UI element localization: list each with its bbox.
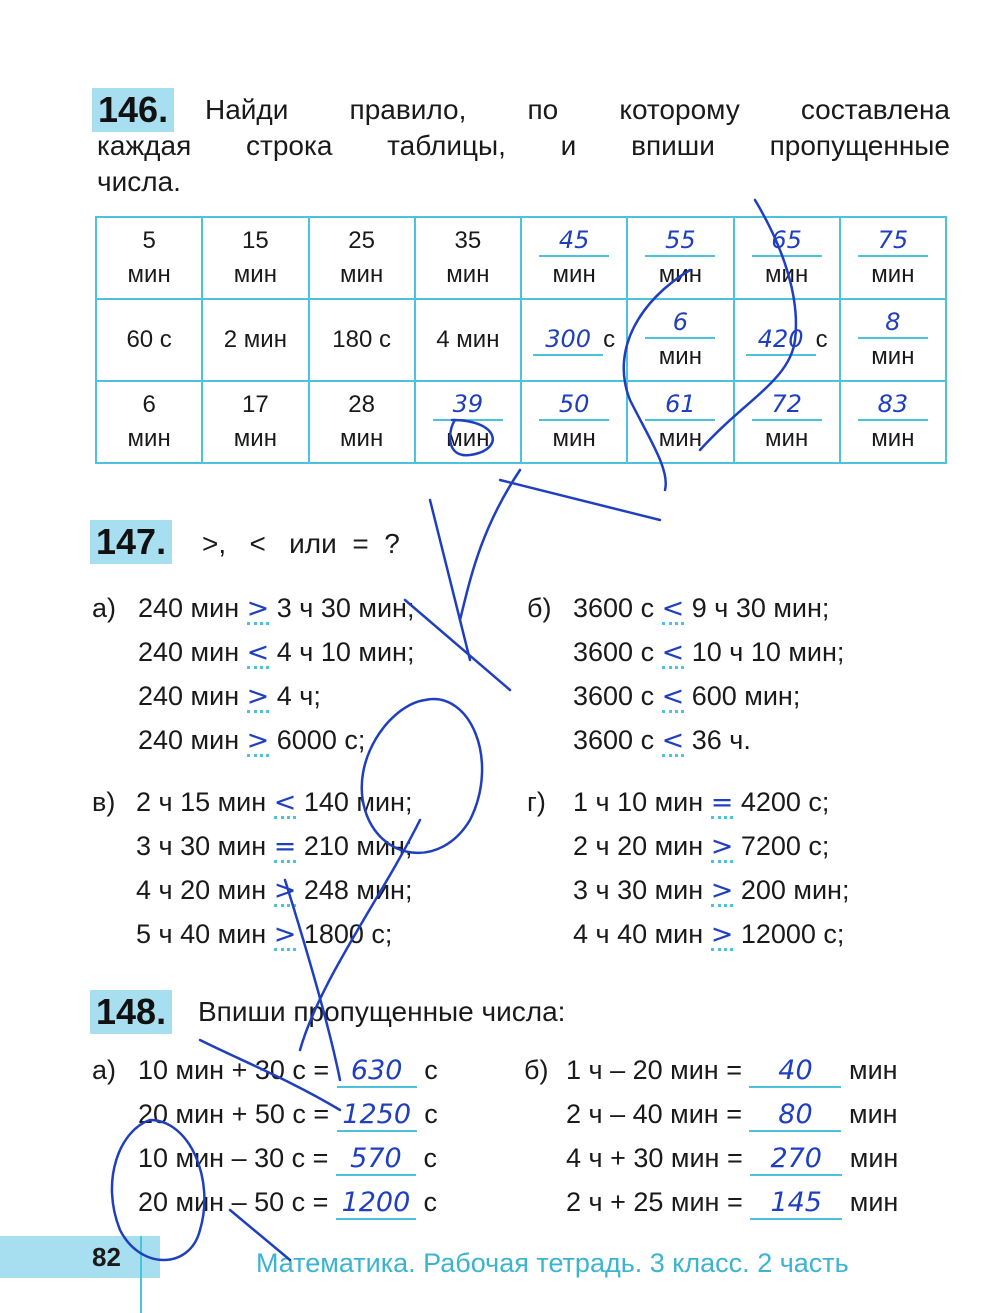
comparison-sign[interactable]: < [661, 725, 685, 756]
table-row [96, 381, 946, 463]
equation-expr: 2 ч + 25 мин = [566, 1187, 743, 1217]
comparison-right: 36 ч. [691, 725, 751, 755]
handwritten-answer[interactable]: 55 [645, 225, 715, 257]
cell-unit: мин [871, 425, 915, 452]
comparison-right: 1800 с; [303, 919, 393, 949]
cell-answer-wrap [735, 224, 839, 258]
equation-answer[interactable]: 570 [336, 1144, 416, 1176]
cell-value: 5 [142, 227, 156, 254]
comparison-left: 240 мин [138, 725, 240, 755]
handwritten-answer[interactable]: 45 [539, 225, 609, 257]
task-147-prompt: >, < или = ? [202, 528, 400, 559]
comparison-left: 3600 с [573, 725, 655, 755]
table-cell [415, 381, 521, 463]
comparison-left: 240 мин [138, 637, 240, 667]
comparison-row [573, 678, 800, 714]
handwritten-answer[interactable]: 8 [858, 307, 928, 339]
cell-unit: мин [340, 261, 384, 288]
comparison-left: 3600 с [573, 637, 655, 667]
comparison-sign[interactable]: > [246, 725, 270, 756]
comparison-row [138, 590, 414, 626]
table-cell [415, 217, 521, 299]
cell-answer-wrap [841, 224, 945, 258]
comparison-left: 240 мин [138, 593, 240, 623]
page-number: 82 [92, 1242, 121, 1272]
cell-value: 17 [242, 391, 269, 418]
task-146-number: 146. [92, 88, 174, 132]
comparison-sign[interactable]: > [246, 593, 270, 624]
comparison-sign[interactable]: > [246, 681, 270, 712]
cell-value: 60 с [126, 326, 172, 353]
equation-unit: мин [849, 1143, 899, 1173]
comparison-right: 10 ч 10 мин; [691, 637, 845, 667]
comparison-right: 248 мин; [303, 875, 413, 905]
comparison-left: 5 ч 40 мин [136, 919, 267, 949]
task-147-b-label: б) [527, 593, 552, 623]
table-cell [840, 381, 946, 463]
comparison-row [573, 916, 844, 952]
cell-suffix: с [603, 326, 616, 353]
comparison-sign[interactable]: > [710, 919, 734, 950]
task-147-v-label: в) [92, 787, 116, 817]
table-cell [734, 381, 840, 463]
comparison-row [136, 784, 412, 820]
comparison-sign[interactable]: < [661, 593, 685, 624]
table-cell [521, 299, 627, 381]
cell-value: 28 [348, 391, 375, 418]
task-147-number: 147. [90, 520, 172, 564]
cell-unit: мин [233, 261, 277, 288]
cell-unit: мин [658, 425, 702, 452]
cell-answer-wrap [735, 388, 839, 422]
comparison-sign[interactable]: = [710, 787, 734, 818]
equation-row [138, 1184, 437, 1220]
comparison-sign[interactable]: = [273, 831, 297, 862]
comparison-row [573, 722, 751, 758]
cell-value: 35 [454, 227, 482, 254]
equation-expr: 10 мин – 30 с = [138, 1143, 329, 1173]
cell-value: 6 [142, 391, 156, 418]
handwritten-answer[interactable]: 61 [645, 389, 715, 421]
comparison-row [573, 872, 849, 908]
cell-value: 4 мин [436, 326, 500, 353]
margin-rule [140, 1236, 142, 1313]
comparison-left: 3600 с [573, 681, 655, 711]
cell-answer-wrap [841, 388, 945, 422]
equation-unit: с [423, 1143, 437, 1173]
cell-unit: мин [552, 425, 596, 452]
comparison-left: 3 ч 30 мин [573, 875, 704, 905]
cell-unit: мин [446, 425, 490, 452]
cell-answer-wrap [628, 306, 732, 340]
cell-value: 180 с [332, 326, 391, 353]
comparison-sign[interactable]: < [661, 637, 685, 668]
equation-expr: 10 мин + 30 с = [138, 1055, 330, 1085]
footer-title: Математика. Рабочая тетрадь. 3 класс. 2 часть [256, 1248, 849, 1278]
equation-answer[interactable]: 1250 [337, 1100, 417, 1132]
comparison-left: 3 ч 30 мин [136, 831, 267, 861]
equation-row [138, 1096, 438, 1132]
cell-unit: мин [552, 261, 596, 288]
equation-expr: 2 ч – 40 мин = [566, 1099, 742, 1129]
task-147-g-label: г) [527, 787, 546, 817]
comparison-row [138, 634, 414, 670]
cell-answer-wrap [522, 224, 626, 258]
cell-unit: мин [871, 261, 915, 288]
comparison-right: 600 мин; [691, 681, 801, 711]
table-cell [202, 299, 308, 381]
table-cell [521, 381, 627, 463]
cell-answer-wrap [522, 388, 626, 422]
equation-expr: 1 ч – 20 мин = [566, 1055, 742, 1085]
equation-expr: 20 мин + 50 с = [138, 1099, 330, 1129]
equation-expr: 20 мин – 50 с = [138, 1187, 329, 1217]
cell-value: 15 [242, 227, 269, 254]
comparison-sign[interactable]: < [246, 637, 270, 668]
comparison-left: 4 ч 40 мин [573, 919, 704, 949]
cell-answer-wrap [416, 388, 520, 422]
table-cell [309, 217, 415, 299]
comparison-left: 2 ч 20 мин [573, 831, 704, 861]
equation-row [138, 1140, 437, 1176]
comparison-right: 6000 с; [276, 725, 366, 755]
cell-unit: мин [233, 425, 277, 452]
cell-unit: мин [658, 261, 702, 288]
cell-value: 25 [348, 227, 375, 254]
comparison-row [136, 828, 412, 864]
cell-value: 2 мин [223, 326, 287, 353]
table-cell [840, 217, 946, 299]
table-cell [415, 299, 521, 381]
equation-expr: 4 ч + 30 мин = [566, 1143, 743, 1173]
equation-unit: с [424, 1055, 438, 1085]
cell-unit: мин [127, 425, 171, 452]
cell-unit: мин [446, 261, 490, 288]
comparison-right: 4200 с; [740, 787, 830, 817]
comparison-row [136, 872, 412, 908]
cell-answer-wrap [841, 306, 945, 340]
comparison-right: 3 ч 30 мин; [276, 593, 415, 623]
comparison-sign[interactable]: < [661, 681, 685, 712]
table-cell [309, 381, 415, 463]
table-cell [840, 299, 946, 381]
comparison-row [573, 828, 829, 864]
cell-unit: мин [658, 343, 702, 370]
comparison-right: 12000 с; [740, 919, 845, 949]
comparison-right: 200 мин; [740, 875, 850, 905]
handwritten-answer[interactable]: 39 [433, 389, 503, 421]
cell-answer-wrap [628, 388, 732, 422]
handwritten-answer[interactable]: 83 [858, 389, 928, 421]
table-cell [96, 217, 202, 299]
comparison-sign[interactable]: < [273, 787, 297, 818]
equation-row [566, 1052, 898, 1088]
task-148-a-label: а) [92, 1055, 117, 1085]
table-cell [202, 381, 308, 463]
task-146-line-1: Найди правило, по которому составлена [205, 94, 950, 125]
task-148-b-label: б) [524, 1055, 549, 1085]
task-148-number: 148. [90, 990, 172, 1034]
cell-unit: мин [765, 261, 809, 288]
equation-answer[interactable]: 40 [749, 1056, 841, 1088]
equation-answer[interactable]: 630 [337, 1056, 417, 1088]
table-row [96, 217, 946, 299]
handwritten-answer[interactable]: 65 [752, 225, 822, 257]
comparison-row [573, 634, 844, 670]
table-cell [96, 299, 202, 381]
cell-unit: мин [127, 261, 171, 288]
handwritten-answer[interactable]: 72 [752, 389, 822, 421]
cell-suffix: с [815, 326, 828, 353]
cell-unit: мин [871, 343, 915, 370]
task-146-table [95, 216, 947, 464]
comparison-right: 4 ч; [276, 681, 321, 711]
table-cell [627, 299, 733, 381]
equation-unit: с [423, 1187, 437, 1217]
table-cell [96, 381, 202, 463]
equation-answer[interactable]: 270 [750, 1144, 842, 1176]
table-row [96, 299, 946, 381]
equation-row [566, 1096, 898, 1132]
comparison-right: 7200 с; [740, 831, 830, 861]
cell-unit: мин [340, 425, 384, 452]
equation-answer[interactable]: 1200 [336, 1188, 416, 1220]
comparison-right: 140 мин; [303, 787, 413, 817]
comparison-sign[interactable]: > [273, 919, 297, 950]
table-cell [734, 299, 840, 381]
footer-bar [0, 1236, 160, 1278]
cell-answer-wrap [628, 224, 732, 258]
comparison-sign[interactable]: > [273, 875, 297, 906]
task-148-prompt: Впиши пропущенные числа: [198, 996, 566, 1027]
handwritten-answer[interactable]: 300 [533, 324, 603, 356]
comparison-right: 4 ч 10 мин; [276, 637, 415, 667]
comparison-left: 4 ч 20 мин [136, 875, 267, 905]
table-cell [309, 299, 415, 381]
comparison-left: 3600 с [573, 593, 655, 623]
table-cell [627, 381, 733, 463]
comparison-right: 9 ч 30 мин; [691, 593, 830, 623]
comparison-left: 2 ч 15 мин [136, 787, 267, 817]
comparison-row [573, 784, 829, 820]
comparison-sign[interactable]: > [710, 875, 734, 906]
task-147-a-label: а) [92, 593, 117, 623]
table-cell [734, 217, 840, 299]
cell-answer-wrap [522, 323, 626, 357]
equation-row [566, 1140, 898, 1176]
equation-answer[interactable]: 145 [750, 1188, 842, 1220]
cell-answer-wrap [735, 323, 839, 357]
equation-row [138, 1052, 438, 1088]
equation-row [566, 1184, 898, 1220]
comparison-sign[interactable]: > [710, 831, 734, 862]
handwritten-answer[interactable]: 50 [539, 389, 609, 421]
comparison-left: 1 ч 10 мин [573, 787, 704, 817]
equation-unit: мин [849, 1099, 898, 1129]
comparison-row [138, 722, 365, 758]
handwritten-answer[interactable]: 420 [746, 324, 816, 356]
comparison-row [136, 916, 392, 952]
comparison-row [573, 590, 829, 626]
handwritten-answer[interactable]: 6 [645, 307, 715, 339]
comparison-row [138, 678, 321, 714]
handwritten-answer[interactable]: 75 [858, 225, 928, 257]
equation-unit: с [424, 1099, 438, 1129]
cell-unit: мин [765, 425, 809, 452]
equation-unit: мин [849, 1187, 899, 1217]
task-146-line-3: числа. [97, 166, 181, 197]
table-cell [202, 217, 308, 299]
equation-answer[interactable]: 80 [749, 1100, 841, 1132]
equation-unit: мин [849, 1055, 898, 1085]
table-cell [521, 217, 627, 299]
comparison-left: 240 мин [138, 681, 240, 711]
task-146-line-2: каждая строка таблицы, и впиши пропущенные [97, 130, 950, 161]
comparison-right: 210 мин; [303, 831, 413, 861]
table-cell [627, 217, 733, 299]
